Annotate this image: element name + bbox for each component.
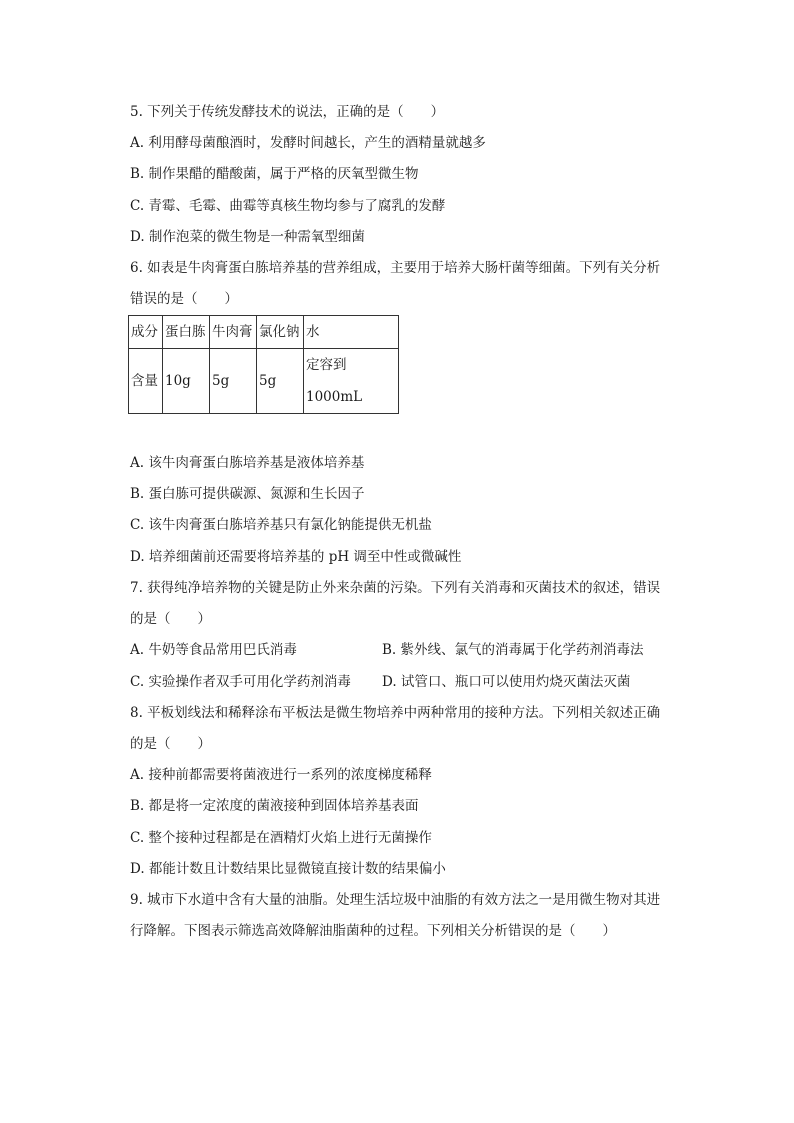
question-8-stem-line1: 8. 平板划线法和稀释涂布平板法是微生物培养中两种常用的接种方法。下列相关叙述正确 <box>130 705 661 721</box>
question-8-option-b: B. 都是将一定浓度的菌液接种到固体培养基表面 <box>130 798 419 814</box>
question-8-option-d: D. 都能计数且计数结果比显微镜直接计数的结果偏小 <box>130 861 446 877</box>
question-7-option-b: B. 紫外线、氯气的消毒属于化学药剂消毒法 <box>382 642 644 658</box>
question-5-option-a: A. 利用酵母菌酿酒时，发酵时间越长，产生的酒精量就越多 <box>130 135 486 151</box>
table-cell-water <box>304 349 399 414</box>
question-6-stem-line2: 错误的是（ ） <box>130 291 238 307</box>
table-header-cell: 成分 <box>129 316 163 349</box>
question-7-stem-line1: 7. 获得纯净培养物的关键是防止外来杂菌的污染。下列有关消毒和灭菌技术的叙述，错误 <box>130 580 661 596</box>
water-amount-line1: 定容到 <box>306 357 347 373</box>
table-cell: 5g <box>257 349 304 414</box>
question-6-option-c: C. 该牛肉膏蛋白胨培养基只有氯化钠能提供无机盐 <box>130 517 432 533</box>
question-7-stem-line2: 的是（ ） <box>130 611 211 627</box>
question-7-option-a: A. 牛奶等食品常用巴氏消毒 <box>130 642 297 658</box>
nutrient-table <box>128 315 399 414</box>
question-8-stem-line2: 的是（ ） <box>130 736 211 752</box>
question-6-option-b: B. 蛋白胨可提供碳源、氮源和生长因子 <box>130 486 365 502</box>
question-8-option-c: C. 整个接种过程都是在酒精灯火焰上进行无菌操作 <box>130 830 432 846</box>
question-5-option-d: D. 制作泡菜的微生物是一种需氧型细菌 <box>130 229 365 245</box>
table-header-cell: 蛋白胨 <box>163 316 210 349</box>
question-5-option-c: C. 青霉、毛霉、曲霉等真核生物均参与了腐乳的发酵 <box>130 198 446 214</box>
table-row-label: 含量 <box>129 349 163 414</box>
nutrient-table-header-row <box>129 316 399 349</box>
question-9-stem-line2: 行降解。下图表示筛选高效降解油脂菌种的过程。下列相关分析错误的是（ ） <box>130 923 616 939</box>
question-6-stem-line1: 6. 如表是牛肉膏蛋白胨培养基的营养组成，主要用于培养大肠杆菌等细菌。下列有关分析 <box>130 260 661 276</box>
table-header-cell: 氯化钠 <box>257 316 304 349</box>
table-cell: 5g <box>210 349 257 414</box>
question-6-option-d: D. 培养细菌前还需要将培养基的 pH 调至中性或微碱性 <box>130 549 462 565</box>
question-9-stem-line1: 9. 城市下水道中含有大量的油脂。处理生活垃圾中油脂的有效方法之一是用微生物对其进 <box>130 892 661 908</box>
water-amount-line2: 1000mL <box>306 389 363 405</box>
table-header-cell: 牛肉膏 <box>210 316 257 349</box>
question-5-stem: 5. 下列关于传统发酵技术的说法，正确的是（ ） <box>130 104 445 120</box>
table-header-cell: 水 <box>304 316 399 349</box>
question-7-option-c: C. 实验操作者双手可用化学药剂消毒 <box>130 674 351 690</box>
question-6-option-a: A. 该牛肉膏蛋白胨培养基是液体培养基 <box>130 455 365 471</box>
question-8-option-a: A. 接种前都需要将菌液进行一系列的浓度梯度稀释 <box>130 767 432 783</box>
table-cell: 10g <box>163 349 210 414</box>
nutrient-table-amount-row <box>129 349 399 414</box>
question-5-option-b: B. 制作果醋的醋酸菌，属于严格的厌氧型微生物 <box>130 166 419 182</box>
question-7-option-d: D. 试管口、瓶口可以使用灼烧灭菌法灭菌 <box>382 674 631 690</box>
